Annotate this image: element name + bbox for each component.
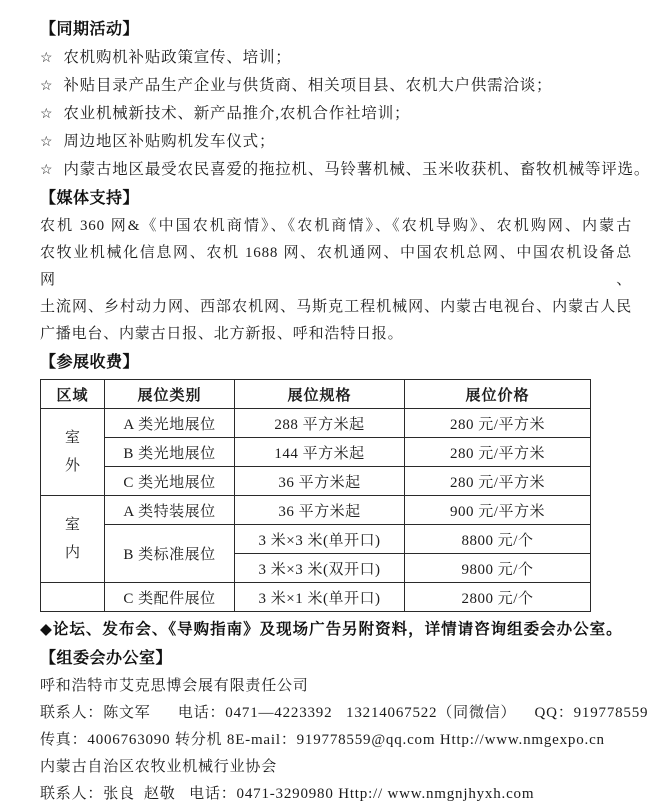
company-name: 呼和浩特市艾克思博会展有限责任公司 — [40, 678, 309, 694]
table-row — [41, 467, 591, 496]
price-cell: 8800 元/个 — [405, 525, 591, 554]
table-header-row — [41, 380, 591, 409]
zone-cell-empty — [41, 583, 105, 612]
committee-contacts — [40, 673, 649, 808]
star-bullet-icon: ☆ — [40, 107, 54, 122]
zone-label: 室外 — [64, 430, 80, 474]
spec-cell: 3 米×3 米(单开口) — [235, 525, 405, 554]
table-row — [41, 438, 591, 467]
list-item-text: 周边地区补贴购机发车仪式； — [63, 133, 276, 150]
media-line: 广播电台、内蒙古日报、北方新报、呼和浩特日报。 — [40, 326, 404, 342]
spec-cell: 36 平方米起 — [235, 467, 405, 496]
list-item — [40, 44, 638, 72]
media-paragraph — [40, 213, 638, 348]
list-item — [40, 72, 638, 100]
contact-line: 联系人：张良 赵敬 电话：0471-3290980 Http:// www.nmgnjhyxh.com — [40, 786, 535, 802]
price-cell: 9800 元/个 — [405, 554, 591, 583]
media-line: 农机 360 网&《中国农机商情》、《农机商情》、《农机导购》、农机购网、内蒙古 — [40, 218, 632, 234]
category-cell: B 类标准展位 — [105, 525, 235, 583]
category-cell: B 类光地展位 — [105, 438, 235, 467]
activities-list — [40, 44, 651, 184]
category-cell: C 类配件展位 — [105, 583, 235, 612]
contact-line: 联系人：陈文军 电话：0471—4223392 13214067522（同微信） QQ：919778559 — [40, 705, 649, 721]
section-heading-committee: 【组委会办公室】 — [40, 650, 173, 667]
list-item — [40, 128, 638, 156]
fees-table — [40, 379, 591, 612]
price-cell: 2800 元/个 — [405, 583, 591, 612]
list-item — [40, 100, 638, 128]
list-item-text: 农业机械新技术、新产品推介,农机合作社培训； — [63, 105, 411, 122]
price-cell: 280 元/平方米 — [405, 467, 591, 496]
price-cell: 900 元/平方米 — [405, 496, 591, 525]
section-heading-activities: 【同期活动】 — [40, 21, 140, 38]
spec-cell: 3 米×1 米(单开口) — [235, 583, 405, 612]
list-item-text: 内蒙古地区最受农民喜爱的拖拉机、马铃薯机械、玉米收获机、畜牧机械等评选。 — [63, 161, 651, 178]
star-bullet-icon: ☆ — [40, 79, 54, 94]
list-item-text: 补贴目录产品生产企业与供货商、相关项目县、农机大户供需洽谈； — [63, 77, 553, 94]
col-header-zone: 区域 — [41, 380, 105, 409]
zone-label: 室内 — [64, 517, 80, 561]
table-row — [41, 496, 591, 525]
zone-cell-outdoor — [41, 409, 105, 496]
media-line: 农牧业机械化信息网、农机 1688 网、农机通网、中国农机总网、中国农机设备总网、 — [40, 245, 632, 288]
list-item-text: 农机购机补贴政策宣传、培训； — [63, 49, 292, 66]
contact-line: 传真：4006763090 转分机 8E-mail：919778559@qq.com Http://www.nmgexpo.cn — [40, 732, 605, 748]
table-row — [41, 525, 591, 554]
category-cell: A 类特装展位 — [105, 496, 235, 525]
star-bullet-icon: ☆ — [40, 135, 54, 150]
price-cell: 280 元/平方米 — [405, 438, 591, 467]
col-header-spec: 展位规格 — [235, 380, 405, 409]
spec-cell: 3 米×3 米(双开口) — [235, 554, 405, 583]
section-heading-fees: 【参展收费】 — [40, 354, 140, 371]
star-bullet-icon: ☆ — [40, 163, 54, 178]
spec-cell: 288 平方米起 — [235, 409, 405, 438]
spec-cell: 144 平方米起 — [235, 438, 405, 467]
fees-note: ◆论坛、发布会、《导购指南》及现场广告另附资料，详情请咨询组委会办公室。 — [40, 621, 623, 638]
col-header-category: 展位类别 — [105, 380, 235, 409]
price-cell: 280 元/平方米 — [405, 409, 591, 438]
table-row — [41, 583, 591, 612]
table-row — [41, 409, 591, 438]
spec-cell: 36 平方米起 — [235, 496, 405, 525]
zone-cell-indoor — [41, 496, 105, 583]
category-cell: A 类光地展位 — [105, 409, 235, 438]
media-line: 土流网、乡村动力网、西部农机网、马斯克工程机械网、内蒙古电视台、内蒙古人民 — [40, 299, 632, 315]
category-cell: C 类光地展位 — [105, 467, 235, 496]
col-header-price: 展位价格 — [405, 380, 591, 409]
section-heading-media: 【媒体支持】 — [40, 190, 140, 207]
company-name: 内蒙古自治区农牧业机械行业协会 — [40, 759, 278, 775]
star-bullet-icon: ☆ — [40, 51, 54, 66]
list-item — [40, 156, 651, 184]
